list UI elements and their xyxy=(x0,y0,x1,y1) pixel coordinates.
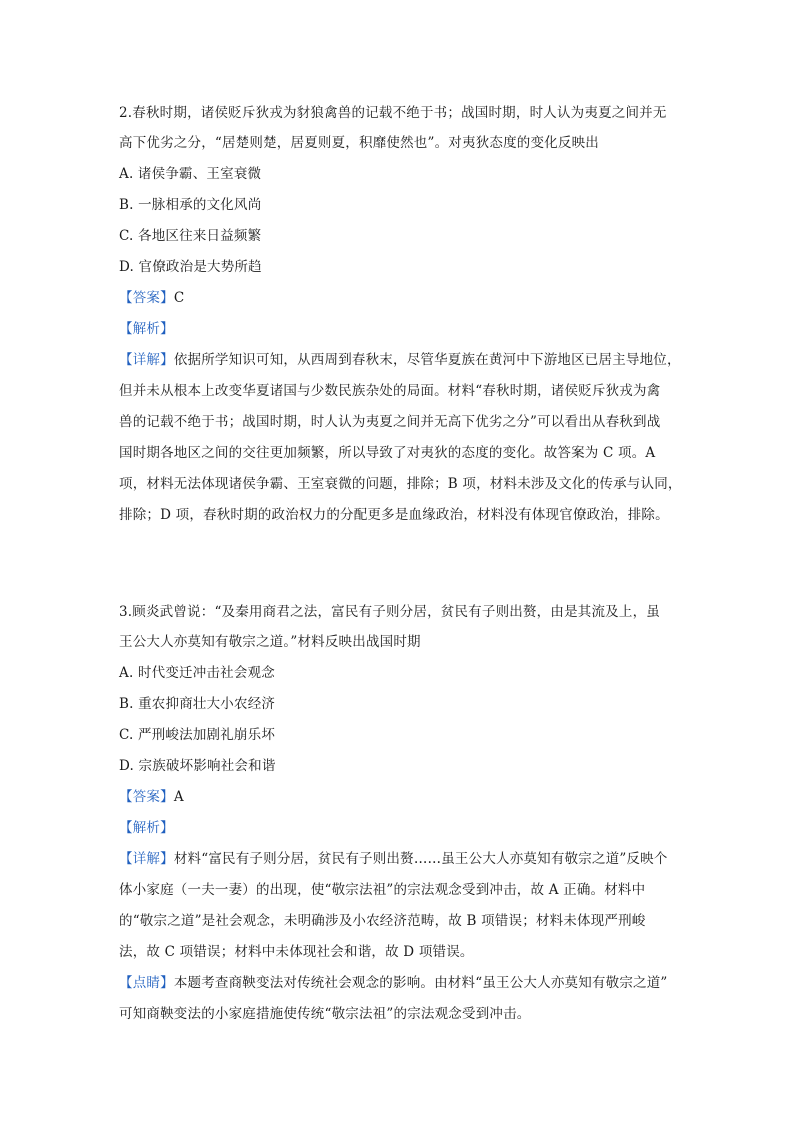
q3-detail-line-1 xyxy=(119,849,668,869)
q3-stem-line-2: 王公大人亦莫知有敬宗之道。”材料反映出战国时期 xyxy=(119,634,421,650)
q2-detail-line-2: 但并未从根本上改变华夏诸国与少数民族杂处的局面。材料“春秋时期，诸侯贬斥狄戎为禽 xyxy=(119,383,661,399)
q2-answer xyxy=(119,288,184,308)
q2-analysis-tag: 【解析】 xyxy=(119,321,174,337)
q2-option-d: D. 官僚政治是大势所趋 xyxy=(119,259,262,275)
q3-answer xyxy=(119,787,184,807)
comment-tag: 【点睛】 xyxy=(119,975,174,991)
q3-comment-line-1 xyxy=(119,973,668,993)
q3-option-d: D. 宗族破坏影响社会和谐 xyxy=(119,758,276,774)
q3-detail-line-3: 的“敬宗之道”是社会观念，未明确涉及小农经济范畴，故 B 项错误；材料未体现严刑峻 xyxy=(119,913,646,929)
q3-stem-line-1: 3.顾炎武曾说：“及秦用商君之法，富民有子则分居，贫民有子则出赘，由是其流及上，虽 xyxy=(119,604,660,620)
q2-option-b: B. 一脉相承的文化风尚 xyxy=(119,197,262,213)
detail-text: 材料“富民有子则分居，贫民有子则出赘……虽王公大人亦莫知有敬宗之道”反映个 xyxy=(173,851,668,867)
q2-detail-line-3: 兽的记载不绝于书；战国时期，时人认为夷夏之间并无高下优劣之分”可以看出从春秋到战 xyxy=(119,414,661,430)
q2-option-a: A. 诸侯争霸、王室衰微 xyxy=(119,166,262,182)
q3-option-c: C. 严刑峻法加剧礼崩乐坏 xyxy=(119,727,276,743)
comment-text: 本题考查商鞅变法对传统社会观念的影响。由材料“虽王公大人亦莫知有敬宗之道” xyxy=(173,975,668,991)
q3-analysis-tag: 【解析】 xyxy=(119,820,174,836)
q2-detail-line-1 xyxy=(119,350,681,370)
q2-detail-line-5: 项，材料无法体现诸侯争霸、王室衰微的问题，排除；B 项，材料未涉及文化的传承与认同， xyxy=(119,476,682,492)
q3-option-b: B. 重农抑商壮大小农经济 xyxy=(119,696,276,712)
q3-detail-line-2: 体小家庭（一夫一妻）的出现，使“敬宗法祖”的宗法观念受到冲击，故 A 正确。材料中 xyxy=(119,882,646,898)
answer-tag: 【答案】 xyxy=(119,290,174,306)
detail-text: 依据所学知识可知，从西周到春秋末，尽管华夏族在黄河中下游地区已居主导地位， xyxy=(173,352,681,368)
answer-value: A xyxy=(173,789,184,805)
q2-stem-line-2: 高下优劣之分，“居楚则楚，居夏则夏，积靡使然也”。对夷狄态度的变化反映出 xyxy=(119,135,600,151)
q2-detail-line-6: 排除；D 项，春秋时期的政治权力的分配更多是血缘政治，材料没有体现官僚政治，排除。 xyxy=(119,507,669,523)
q2-stem-line-1: 2.春秋时期，诸侯贬斥狄戎为豺狼禽兽的记载不绝于书；战国时期，时人认为夷夏之间并无 xyxy=(119,105,667,121)
q3-detail-line-4: 法，故 C 项错误；材料中未体现社会和谐，故 D 项错误。 xyxy=(119,944,474,960)
detail-tag: 【详解】 xyxy=(119,851,174,867)
q2-detail-line-4: 国时期各地区之间的交往更加频繁，所以导致了对夷狄的态度的变化。故答案为 C 项。A xyxy=(119,445,656,461)
answer-value: C xyxy=(173,290,185,306)
answer-tag: 【答案】 xyxy=(119,789,174,805)
q2-option-c: C. 各地区往来日益频繁 xyxy=(119,228,262,244)
q3-option-a: A. 时代变迁冲击社会观念 xyxy=(119,665,275,681)
detail-tag: 【详解】 xyxy=(119,352,174,368)
q3-comment-line-2: 可知商鞅变法的小家庭措施使传统“敬宗法祖”的宗法观念受到冲击。 xyxy=(119,1006,531,1022)
